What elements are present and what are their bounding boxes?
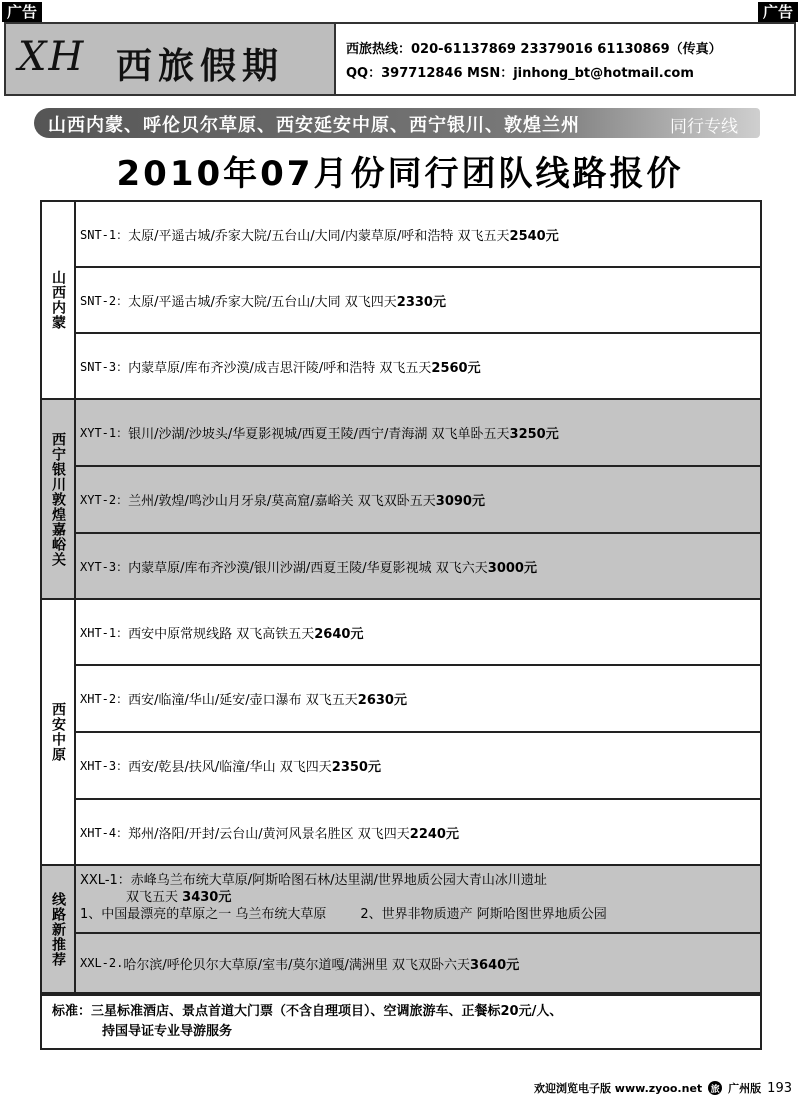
price: 2640元: [314, 626, 364, 642]
price: 2540元: [509, 228, 559, 244]
category-new-routes: 线路新推荐: [42, 866, 76, 994]
logo-xh-mark: XH: [18, 34, 86, 80]
banner-sub-text: 同行专线: [670, 117, 738, 137]
price: 2350元: [331, 760, 381, 775]
standard-line-2: 持国导证专业导游服务: [102, 1024, 233, 1039]
price: 3250元: [509, 427, 559, 442]
category-shanxi-neimeng: 山西内蒙: [42, 202, 76, 400]
price: 2240元: [409, 826, 459, 842]
logo: [6, 24, 336, 94]
page-title: 2010年07月份同行团队线路报价: [116, 154, 684, 194]
service-standard: [40, 996, 762, 1050]
highlight-note: 2、世界非物质遗产 阿斯哈图世界地质公园: [360, 907, 607, 922]
route-row: XHT-4： 郑州/洛阳/开封/云台山/黄河风景名胜区 双飞四天 2240元: [76, 800, 760, 866]
price: 2330元: [396, 294, 446, 310]
route-row: XHT-3： 西安/乾县/扶风/临潼/华山 双飞四天 2350元: [76, 733, 760, 800]
category-xining-yinchuan: 西宁银川敦煌嘉峪关: [42, 400, 76, 600]
route-row: XYT-1： 银川/沙湖/沙坡头/华夏影视城/西夏王陵/西宁/青海湖 双飞单卧五天 3250元: [76, 400, 760, 467]
highlight-note: 1、中国最漂亮的草原之一 乌兰布统大草原: [80, 907, 327, 922]
header: [4, 22, 796, 96]
standard-line-1: 标准：三星标准酒店、景点首道大门票（不含自理项目）、空调旅游车、正餐标20元/人、: [52, 1004, 563, 1019]
logo-brand-name: 西旅假期: [116, 46, 285, 87]
route-row: XXL-2. 哈尔滨/呼伦贝尔大草原/室韦/莫尔道嘎/满洲里 双飞双卧六天 3640元: [76, 934, 760, 994]
category-xian-zhongyuan: 西安中原: [42, 600, 76, 866]
route-row: SNT-1： 太原/平遥古城/乔家大院/五台山/大同/内蒙草原/呼和浩特 双飞五天 2540元: [76, 202, 760, 268]
route-row: XYT-2： 兰州/敦煌/鸣沙山月牙泉/莫高窟/嘉峪关 双飞双卧五天 3090元: [76, 467, 760, 534]
price: 2560元: [431, 360, 481, 376]
route-row: XYT-3： 内蒙草原/库布齐沙漠/银川沙湖/西夏王陵/华夏影视城 双飞六天 3000元: [76, 534, 760, 600]
footer-text: 欢迎浏览电子版 www.zyoo.net: [533, 1082, 703, 1095]
route-row-featured: XXL-1：赤峰乌兰布统大草原/阿斯哈图石林/达里湖/世界地质公园大青山冰川遗址 双飞五天 3430元 1、中国最漂亮的草原之一 乌兰布统大草原 2、世界非物质遗产 阿斯哈图世界地质公园: [76, 866, 760, 934]
price: 2630元: [357, 693, 407, 708]
qq-msn: QQ：397712846 MSN：jinhong_bt@hotmail.com: [346, 66, 694, 81]
route-banner: [34, 108, 760, 138]
contact-info: [346, 38, 722, 86]
route-row: SNT-3： 内蒙草原/库布齐沙漠/成吉思汗陵/呼和浩特 双飞五天 2560元: [76, 334, 760, 400]
footer: [534, 1078, 792, 1098]
ad-label-left: 广告: [2, 2, 42, 22]
price: 3640元: [470, 957, 520, 973]
route-row: XHT-1： 西安中原常规线路 双飞高铁五天 2640元: [76, 600, 760, 666]
edition-label: 广州版: [728, 1082, 762, 1095]
travel-badge-icon: 旅: [708, 1081, 722, 1095]
hotline: 西旅热线：020-61137869 23379016 61130869（传真）: [346, 42, 722, 57]
price-table: [40, 200, 762, 996]
banner-main-text: 山西内蒙、呼伦贝尔草原、西安延安中原、西宁银川、敦煌兰州: [48, 115, 580, 136]
ad-label-right: 广告: [758, 2, 798, 22]
route-row: XHT-2： 西安/临潼/华山/延安/壶口瀑布 双飞五天 2630元: [76, 666, 760, 733]
price: 3000元: [487, 560, 537, 576]
price: 3090元: [435, 494, 485, 509]
route-row: SNT-2： 太原/平遥古城/乔家大院/五台山/大同 双飞四天 2330元: [76, 268, 760, 334]
price: 3430元: [182, 890, 232, 905]
page-number: 193: [767, 1080, 792, 1096]
